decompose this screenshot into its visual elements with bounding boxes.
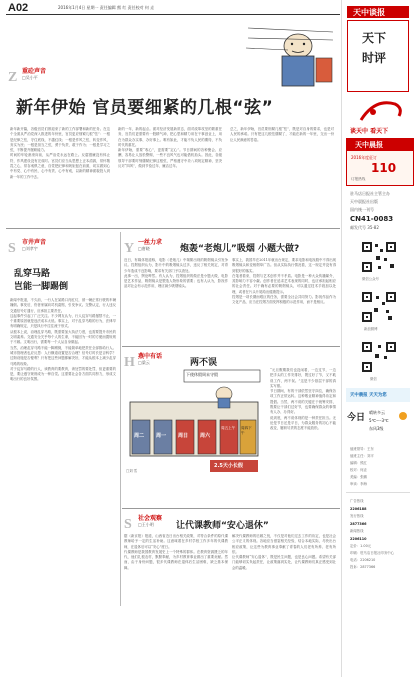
section-divider — [122, 508, 340, 509]
weather-box — [347, 408, 411, 440]
section-divider — [6, 228, 340, 229]
column-title: 燕中有话 — [138, 353, 163, 360]
info-line: 国内统一刊号 — [350, 207, 374, 212]
calendar-day: 周五上午 — [221, 426, 236, 430]
column-title: 市井声音 — [22, 239, 47, 246]
info-line: 邮发代号 35-82 — [350, 225, 379, 230]
staff-line: 值班主任：刘平 — [350, 454, 374, 458]
brand-name: 天中谈报 — [353, 8, 385, 17]
column-author: □唐晓 — [138, 246, 150, 251]
column-title: 一丝力求 — [138, 239, 163, 246]
date-line: 2016年1月4日 星期一 责任编辑 熊 红 责任校对 何 垚 — [58, 5, 155, 10]
info-line: 天中晨报社出版 — [350, 199, 378, 204]
weibo-note: 天中晨报 天天为您 — [350, 393, 387, 398]
lead-headline: 新年伊始 官员要细紧的几根“弦” — [16, 98, 274, 118]
article5-column-1 — [124, 534, 228, 606]
brand-sub-2: 时评 — [362, 51, 387, 65]
column-author: □刘孝宇 — [22, 246, 38, 251]
article3-column-1 — [124, 258, 228, 342]
sidebar-rule — [346, 492, 410, 493]
column-author: □吴小平 — [22, 75, 38, 80]
promo-number: 110 — [371, 161, 397, 175]
article4-title: 两不误 — [190, 358, 218, 368]
complaint-line: 投诉：2877366 — [350, 565, 376, 569]
lead-column-1 — [10, 127, 110, 223]
qr-label: 新浪微博 — [364, 327, 378, 331]
column-divider — [120, 232, 121, 606]
article2-paragraph: 对于乱穿马路的行人，该教育的要教育，该处罚的要处罚，但更重要的是，要让遵守规则成为一种自觉。这需要社会各方面共同努力，形成文明出行的良好氛围。 — [10, 366, 116, 382]
article5-paragraph: 让代课教师“安心退休”，既是民生问题，也是良心问题。希望有关部门能够切实负起责任，让政策落到实处，让代课教师们真正感受到社会的温暖。 — [232, 555, 336, 570]
weather-title: 晴转多云 — [369, 410, 385, 415]
lead-column-2 — [118, 127, 222, 223]
article3-paragraph: 控烟是一项长期而艰巨的任务，需要全社会共同努力。影视作品作为文化产品，应当在控烟方面发挥积极的示范作用，而不是相反。 — [232, 295, 336, 305]
column-header-shijing — [8, 237, 47, 257]
publisher-info — [350, 190, 393, 232]
qr-label: 微信 — [370, 377, 377, 381]
weibo-banner — [346, 388, 410, 402]
column-title: 社会观察 — [138, 515, 163, 522]
slogan: 谈天中 看天下 — [350, 128, 389, 135]
weather-date: 今日 — [347, 413, 366, 423]
column-letter: S — [8, 241, 16, 256]
article2-paragraph: 新闻中报道，不久前，一行人在某路口闯红灯，被一辆正常行驶的车辆撞倒。事发后，伤者家属向司机索赔，引发争议。交警认定，行人违反交通信号灯通行，应承担主要责任。 — [10, 298, 116, 313]
printer-phone: 电话：2206210 — [350, 558, 376, 562]
article2-title-2: 岂能一脚踢倒 — [14, 282, 69, 292]
article3-column-2 — [232, 258, 336, 342]
article4-body — [270, 368, 336, 508]
printer-line: 印刷：驻马店日报社印务中心 — [350, 551, 395, 555]
sun-icon — [397, 410, 409, 422]
lead-paragraph: 时间的车轮滚滚向前，从严治党永远在路上。反腐倡廉没有休止符，作风建设没有完成时。官员们应当从思想上正本清源，常怀敬畏之心，常存戒惧之意，自觉把纪律和规矩挺在前面，切实做到心中有党、心中有民、心中有责、心中有戒，以新的精神面貌投入到新一年的工作中去。 — [10, 153, 110, 179]
hotline-list — [350, 498, 394, 571]
brand-box — [347, 20, 409, 92]
info-line: 驻马店日报社主管主办 — [350, 191, 390, 196]
article2-body — [10, 298, 116, 608]
column-header-yidao — [124, 237, 163, 257]
article4-paragraph: “元旦假期我们也没闲着，一边过节，一边把手头的工作安排好，既过好了节，又不耽误工作，两不误。”这是不少基层干部的真实写照。 — [270, 368, 336, 388]
qr-code-icon[interactable] — [360, 290, 398, 324]
qr-code-icon[interactable] — [360, 340, 398, 374]
hotline-label: 新闻热线 — [350, 529, 364, 533]
column-title: 重砼声音 — [22, 68, 47, 75]
section-divider — [122, 346, 340, 347]
calendar-cartoon — [124, 368, 264, 476]
article3-title: 炮轰“老炮儿”吸烟 小题大做? — [180, 244, 300, 254]
page-number: A02 — [8, 2, 29, 14]
article2-paragraph: 从根本上说，治理乱穿马路，既需要加大执法力度，也需要提升市民的文明素养。交通安全关乎每个人的生命，不能因为一时的方便而置规则于不顾。文明出行，需要每一个人从自身做起。 — [10, 329, 116, 345]
column-letter: S — [124, 517, 132, 532]
article5-title: 让代课教师“安心退休” — [176, 521, 269, 531]
article4-paragraph: 节日期间，有的干部依然坚守岗位，确保各项工作正常运转。这种敬业精神值得肯定和提倡。当然，两不误的关键在于统筹安排，既要让干部们过好节，也要确保群众的事情有人办、办得好。 — [270, 389, 336, 415]
calendar-day: 周四下午 — [241, 426, 252, 435]
info-line: CN41-0083 — [350, 215, 394, 223]
column-author: □梁云 — [138, 360, 150, 365]
cartoon-caption: 2.5天小长假 — [214, 463, 243, 469]
price-line: 定价：1.00元 — [350, 544, 372, 548]
column-header-zhengyuan — [8, 66, 47, 86]
weather-wind: 东风3级 — [369, 426, 384, 431]
weather-temp: 5℃～-3℃ — [369, 418, 389, 423]
article3-paragraph: 近日，有媒体报道称，电影《老炮儿》中频繁出现的吸烟镜头引发争议。控烟组织认为，影片中的吸烟镜头过多，违反了相关规定，对青少年造成不良影响，要求有关部门予以查处。 — [124, 258, 228, 273]
column-letter: H — [124, 355, 135, 370]
calendar-day: 周一 — [156, 433, 167, 439]
column-letter: Z — [8, 70, 18, 85]
article3-paragraph: 事实上，我国早在2011年就出台规定，要求电影和电视剧中不得出现吸烟镜头和变相烟草广告。但从实际执行情况看，这一规定并没有得到很好的落实。 — [232, 258, 336, 273]
sidebar-divider — [341, 0, 342, 677]
article5-paragraph: 解决代课教师的后顾之忧，不仅是对他们过去工作的肯定，也是社会公平正义的体现。各地应当借鉴相关经验，结合本地实际，尽快出台相应政策，让这些为教育事业奉献了青春的人们老有所养、老有所依。 — [232, 534, 336, 554]
hotline-number: 2877366 — [350, 522, 367, 526]
calendar-day: 周六 — [200, 433, 211, 439]
top-rule — [6, 14, 340, 15]
hotline-number: 2206110 — [350, 537, 367, 541]
article2-title-1: 乱穿马路 — [14, 269, 51, 279]
lead-paragraph: 新年新开篇，各级官员们都迎来了新的工作部署和新的任务。在这个全面从严治党深入推进的年份里，官员更应细紧几根“弦”：一根是纪律之弦，守住底线，不越红线；一根是作风之弦，转变作风，务实为民；一根是担当之弦，勇于负责，敢于作为；一根是学习之弦，不断提升履职能力。 — [10, 127, 110, 153]
qr-code-icon[interactable] — [360, 240, 398, 274]
column-header-shehui — [124, 513, 163, 533]
staff-line: 编辑：熊红 — [350, 461, 367, 465]
brand-sub-1: 天下 — [362, 31, 387, 45]
column-letter: Y — [124, 241, 135, 256]
qr-label: 微信公众号 — [362, 277, 379, 281]
promo-note: 订报热线 — [351, 177, 366, 181]
staff-line: 美编：张鹏 — [350, 475, 367, 479]
article5-column-2 — [232, 534, 336, 606]
lead-paragraph: 新年伊始，需要“收心”，更需要“定心”。节日期间的各种聚会、应酬，容易让人放松警惕，一些不良风气也可能借机抬头。因此，各级领导干部要时刻绷紧纪律这根弦，严格遵守中央八项规定精神，坚决反对“四风”，做到节俭过年、廉洁过年。 — [118, 148, 222, 169]
calendar-cartoon-art — [124, 368, 264, 476]
lead-paragraph: 总之，新年伊始，官员要细紧几根“弦”，既是对自身的要求，也是对人民的承诺。只有把这几根弦绷紧了，才能在新的一年里，交出一份让人民满意的答卷。 — [230, 127, 334, 142]
staff-line: 审读：李海 — [350, 482, 367, 486]
officials-cartoon — [238, 18, 338, 94]
cartoon-sign: 下使休假周末守假 — [186, 372, 218, 377]
column-author: □王小明 — [138, 522, 154, 527]
brand-logo-icon — [355, 96, 409, 126]
hotline-label: 广告热线 — [350, 499, 364, 503]
calendar-day: 周二 — [134, 433, 145, 439]
article4-paragraph: 说到底，两不误体现的是一种责任担当。无论是节日还是平日，为群众服务的初心不能改变，履职尽责的态度不能放松。 — [270, 415, 336, 431]
article2-paragraph: 当然，治理乱穿马路不能一脚踢倒，不能简单地把责任全部推给行人。城市管理者也应反思：人行横道设置是否合理？信号灯时长是否科学？过街设施是否便利？只有把这些问题都解决好，才能从根本上减少乱穿马路的现象。 — [10, 345, 116, 366]
promo-sub: 2016年度征订 — [351, 155, 378, 160]
staff-line: 校对：何垚 — [350, 468, 367, 472]
calendar-day: 周日 — [178, 433, 189, 439]
article3-paragraph: 此事一出，舆论哗然。有人认为，控烟组织的做法是小题大做，电影是艺术作品，吸烟镜头是塑造人物形象的需要；也有人认为，影视作品对社会有示范作用，理应减少吸烟镜头。 — [124, 273, 228, 289]
hotline-number: 2206188 — [350, 507, 367, 511]
article3-paragraph: 在笔者看来，控烟与艺术创作并不矛盾。电影是一种大众传播媒介，其影响力不容小觑。创作者在追求艺术表现的同时，也应承担起相应的社会责任。对于确有必要的吸烟镜头，可以通过技术手段加以处理，或者在片头片尾给出健康提示。 — [232, 273, 336, 294]
article5-paragraph: 据《新京报》报道，山西省近日出台相关政策，对符合条件的原代课教师给予一定的生活补助。这意味着在乡村学校工作多年的代课教师，在退休后可以“安心”度日。 — [124, 534, 228, 549]
article5-paragraph: 代课教师是我国教育发展史上一个特殊的群体。在教育资源匮乏的年代，他们扎根农村，默默奉献，为乡村教育事业做出了重要贡献。然而，由于身份问题，很多代课教师在退休后生活困难，缺乏基本保障。 — [124, 549, 228, 570]
cartoon-credit: □刘 雪 — [126, 469, 138, 473]
promo-title: 天中晨报 — [355, 141, 383, 149]
promo-banner[interactable] — [346, 138, 414, 186]
article2-paragraph: 这起事件引起了广泛关注。不少网友认为，行人乱穿马路屡禁不止，一个重要原因就是违法成本太低。事实上，对于乱穿马路的行为，法律早有明确规定，只是执行中往往流于形式。 — [10, 313, 116, 329]
staff-line: 值班领导：王东 — [350, 447, 374, 451]
staff-list — [350, 446, 374, 488]
lead-paragraph: 新的一年，新的起点。面对经济发展新常态，面对改革攻坚的繁重任务，官员们更需要有一股精气神，把心思和精力用在干事创业上，用在为群众办实事、办好事上。唯有如此，才能不负人民的期待，不负时代的重托。 — [118, 127, 222, 147]
brand-bar — [347, 6, 409, 18]
hotline-label: 发行热线 — [350, 514, 364, 518]
lead-column-3 — [230, 127, 334, 223]
